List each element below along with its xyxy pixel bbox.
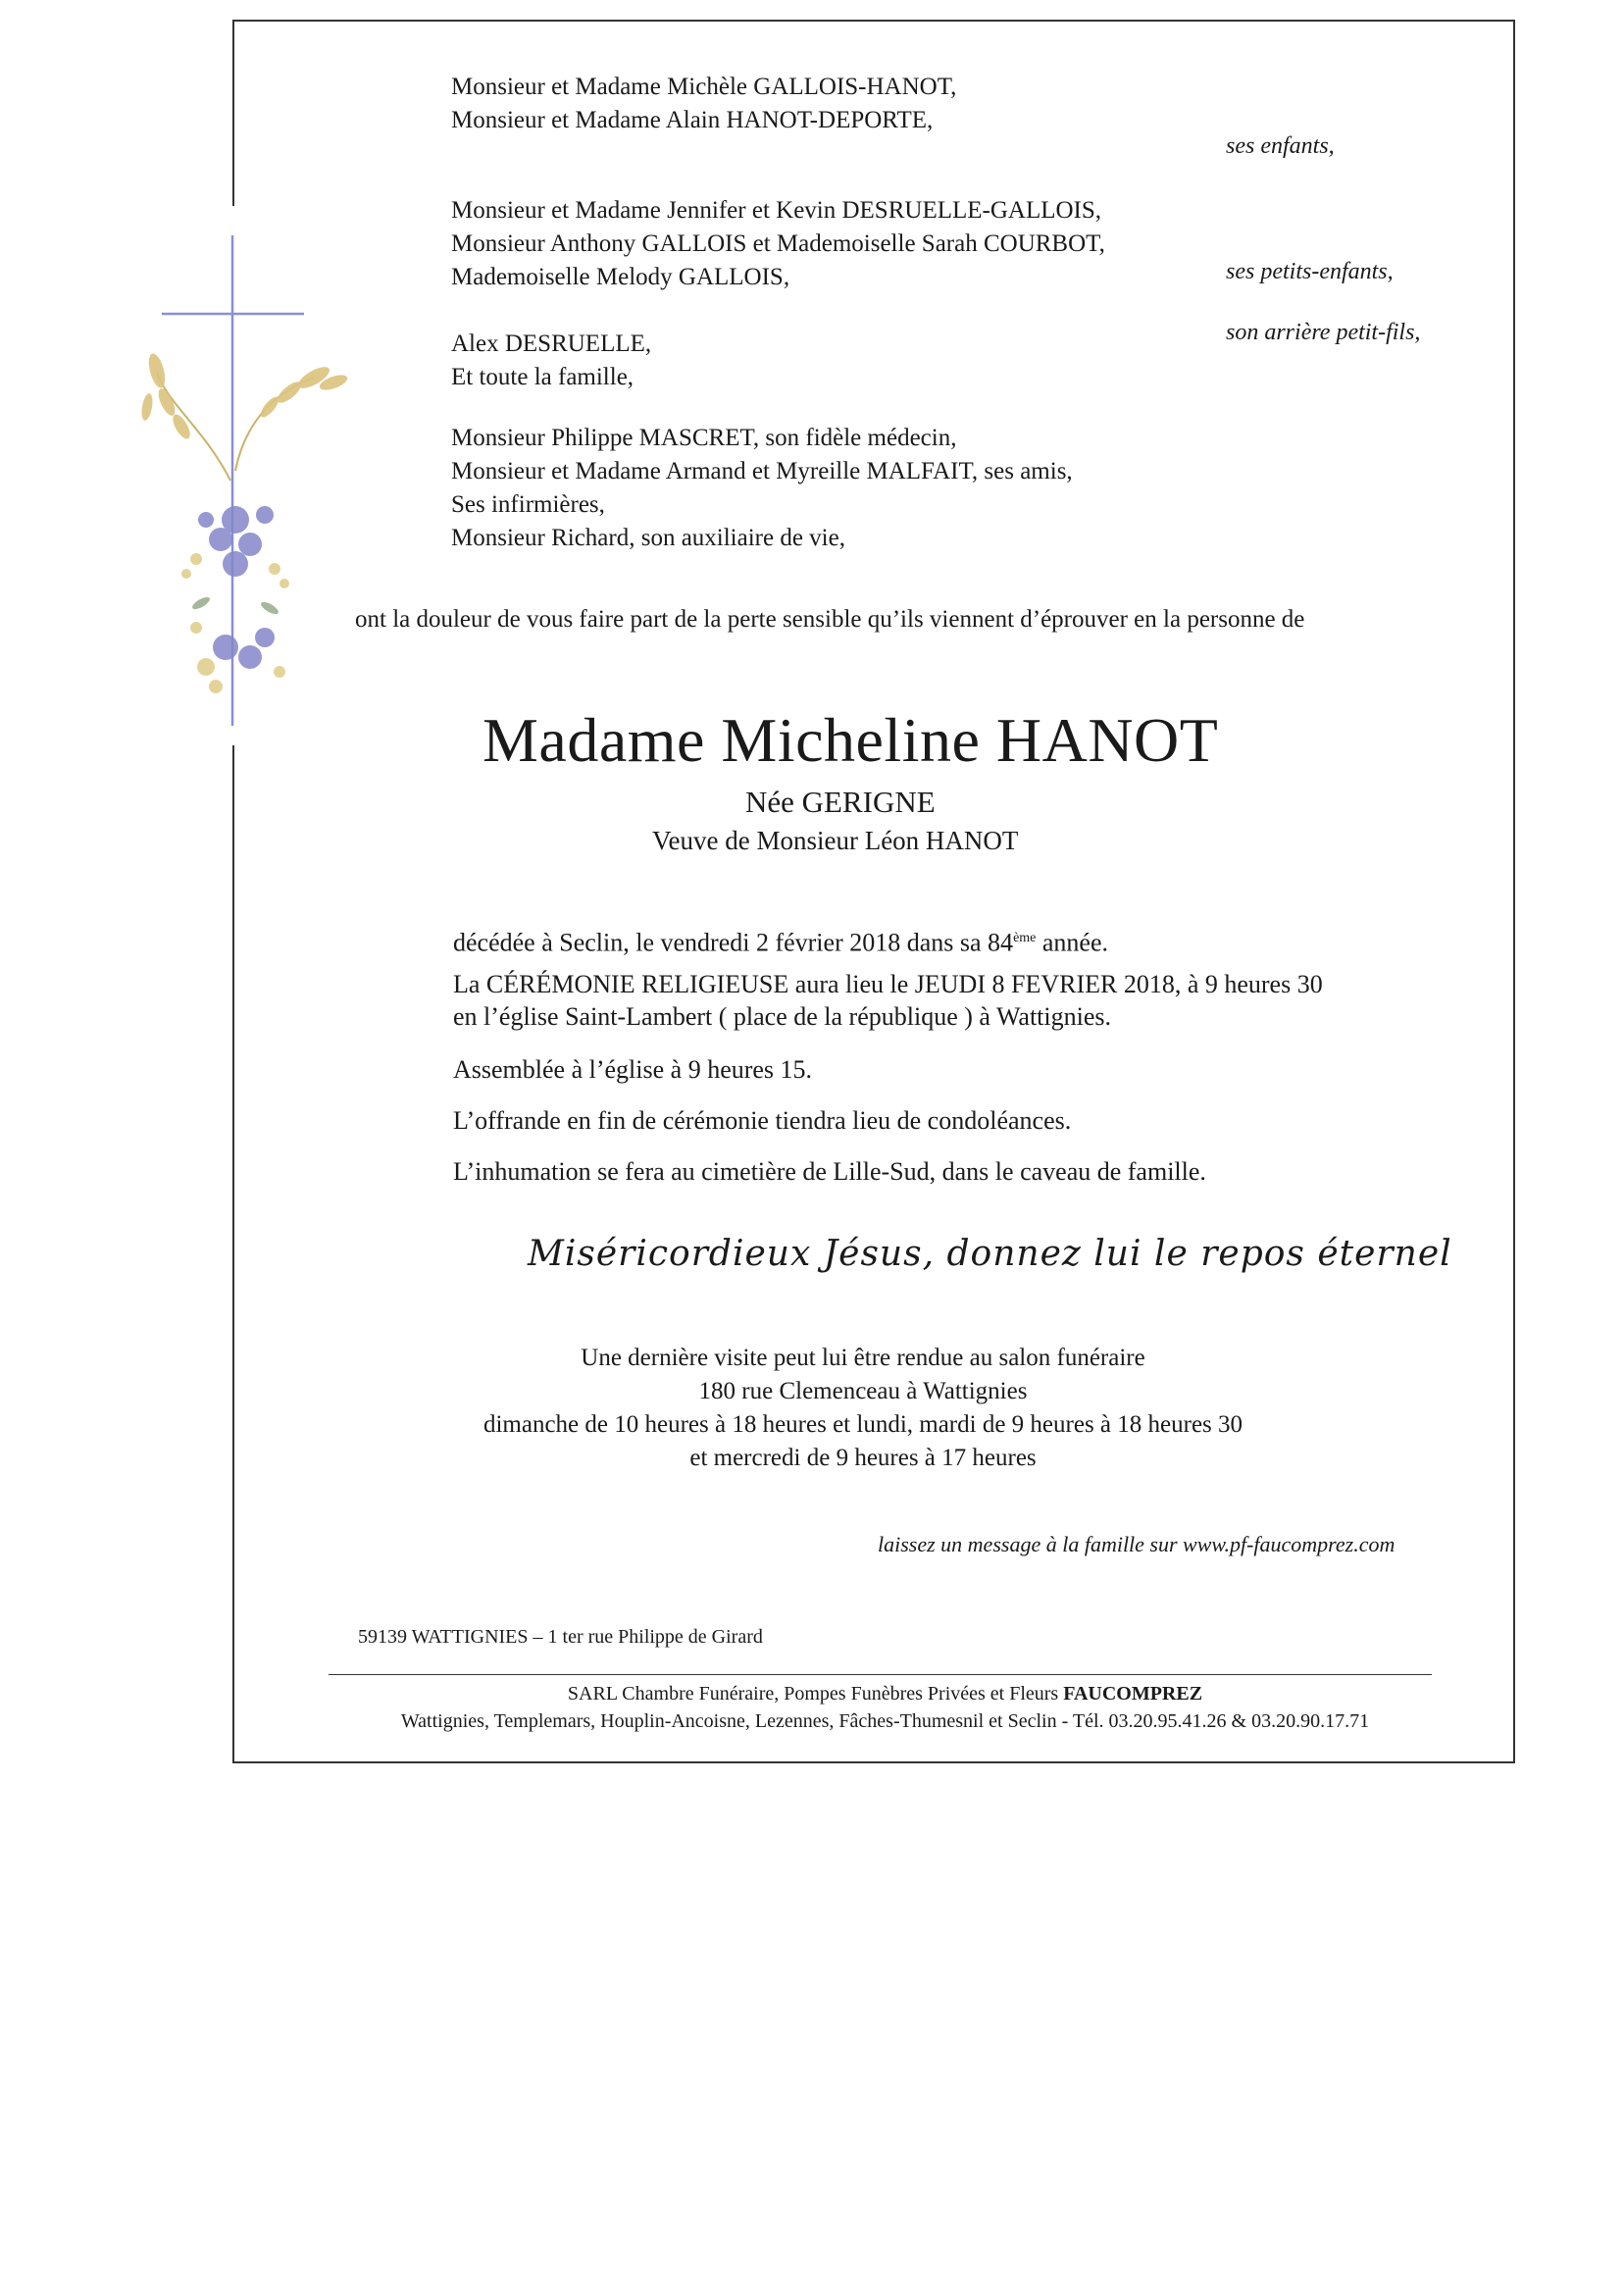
grandchild-2: Monsieur Anthony GALLOIS et Mademoiselle Sarah COURBOT, <box>451 230 1105 257</box>
grandchild-3: Mademoiselle Melody GALLOIS, <box>451 264 790 290</box>
prayer-line: Miséricordieux Jésus, donnez lui le repos éternel <box>528 1234 1452 1274</box>
other-1: Monsieur Philippe MASCRET, son fidèle médecin, <box>451 425 957 451</box>
footer-rule <box>329 1674 1432 1675</box>
address: 59139 WATTIGNIES – 1 ter rue Philippe de Girard <box>358 1626 763 1648</box>
children-label: ses enfants, <box>1226 133 1335 159</box>
grandchild-1: Monsieur et Madame Jennifer et Kevin DESRUELLE-GALLOIS, <box>451 197 1102 224</box>
great-grandchild: Alex DESRUELLE, <box>451 331 652 357</box>
great-grandchild-label: son arrière petit-fils, <box>1226 320 1421 345</box>
visit-line-1: Une dernière visite peut lui être rendue au salon funéraire <box>581 1345 1145 1371</box>
burial-line: L’inhumation se fera au cimetière de Lille-Sud, dans le caveau de famille. <box>453 1157 1206 1186</box>
visit-line-2: 180 rue Clemenceau à Wattignies <box>698 1378 1028 1404</box>
cross-with-flowers-icon <box>127 235 382 745</box>
intro-line: ont la douleur de vous faire part de la perte sensible qu’ils viennent d’éprouver en la personne de <box>355 606 1305 633</box>
offering-line: L’offrande en fin de cérémonie tiendra lieu de condoléances. <box>453 1106 1072 1135</box>
other-2: Monsieur et Madame Armand et Myreille MALFAIT, ses amis, <box>451 458 1073 484</box>
deceased-name: Madame Micheline HANOT <box>482 705 1219 775</box>
death-line: décédée à Seclin, le vendredi 2 février 2018 dans sa 84ème année. <box>453 928 1109 957</box>
visit-line-4: et mercredi de 9 heures à 17 heures <box>689 1445 1037 1471</box>
other-3: Ses infirmières, <box>451 491 605 518</box>
assembly-line: Assemblée à l’église à 9 heures 15. <box>453 1055 813 1084</box>
ceremony-line-2: en l’église Saint-Lambert ( place de la république ) à Wattignies. <box>453 1002 1112 1031</box>
deceased-nee: Née GERIGNE <box>745 785 936 819</box>
message-link[interactable]: laissez un message à la famille sur www.pf-faucomprez.com <box>878 1532 1396 1556</box>
child-1: Monsieur et Madame Michèle GALLOIS-HANOT, <box>451 74 957 100</box>
all-family: Et toute la famille, <box>451 364 634 390</box>
footer-company: SARL Chambre Funéraire, Pompes Funèbres Privées et Fleurs FAUCOMPREZ <box>567 1683 1203 1705</box>
deceased-veuve: Veuve de Monsieur Léon HANOT <box>652 826 1019 855</box>
grandchildren-label: ses petits-enfants, <box>1226 259 1394 284</box>
other-4: Monsieur Richard, son auxiliaire de vie, <box>451 525 845 551</box>
visit-line-3: dimanche de 10 heures à 18 heures et lundi, mardi de 9 heures à 18 heures 30 <box>482 1411 1243 1438</box>
child-2: Monsieur et Madame Alain HANOT-DEPORTE, <box>451 107 934 133</box>
footer-locations: Wattignies, Templemars, Houplin-Ancoisne, Lezennes, Fâches-Thumesnil et Seclin - Tél. 03.20.95.41.26 & 03.20.90.17.71 <box>400 1710 1370 1732</box>
ceremony-line-1: La CÉRÉMONIE RELIGIEUSE aura lieu le JEUDI 8 FEVRIER 2018, à 9 heures 30 <box>453 970 1323 998</box>
